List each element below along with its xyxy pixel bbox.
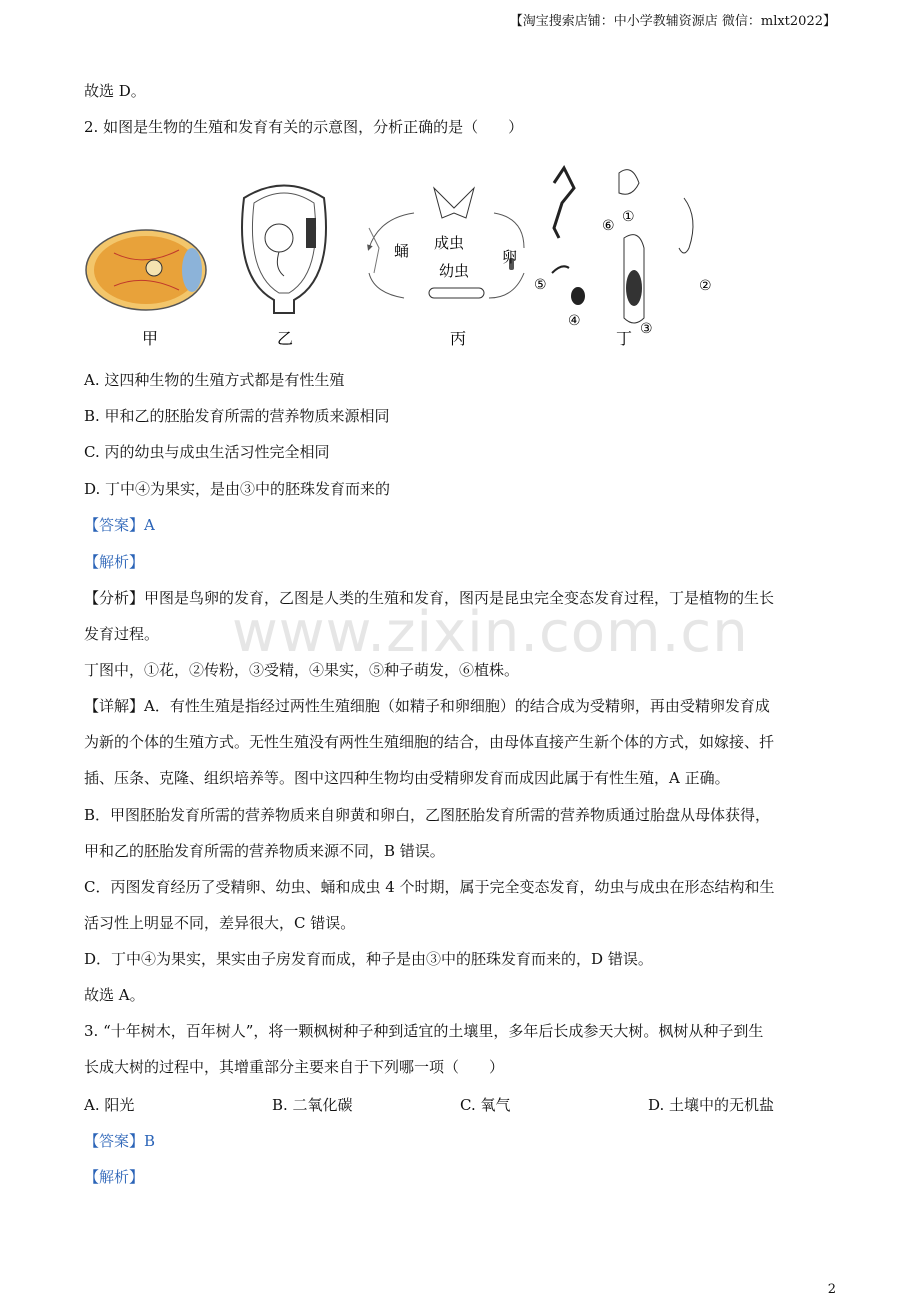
page-number: 2 [827,1282,836,1297]
panel-label-jia: 甲 [142,329,159,348]
analysis-text: 发育过程。 [84,625,160,643]
human-uterus-diagram [242,186,326,314]
q3-option-d: D. 土壤中的无机盐 [648,1096,775,1114]
bird-egg-diagram [86,230,206,310]
option-b: B. 甲和乙的胚胎发育所需的营养物质来源相同 [84,407,390,425]
q3-option-c: C. 氧气 [460,1096,511,1114]
detail-text: 插、压条、克隆、组织培养等。图中这四种生物均由受精卵发育而成因此属于有性生殖，A 正确。 [84,769,730,787]
watermark: www.zixin.com.cn [232,600,749,665]
question-3: 长成大树的过程中，其增重部分主要来自于下列哪一项（ ） [84,1058,505,1076]
analysis-text: 丁图中，①花，②传粉，③受精，④果实，⑤种子萌发，⑥植株。 [84,661,520,679]
page-header: 【淘宝搜索店铺：中小学教辅资源店 微信：mlxt2022】 [509,14,836,29]
panel-label-ding: 丁 [616,329,633,348]
q3-option-b: B. 二氧化碳 [272,1096,353,1114]
q3-option-a: A. 阳光 [84,1096,135,1114]
detail-text: B．甲图胚胎发育所需的营养物质来自卵黄和卵白，乙图胚胎发育所需的营养物质通过胎盘从母体获得， [84,806,771,824]
larva-label: 幼虫 [439,262,470,280]
conclusion-text: 故选 A。 [84,986,145,1004]
detail-text: D．丁中④为果实，果实由子房发育而成，种子是由③中的胚珠发育而来的，D 错误。 [84,950,653,968]
insect-life-cycle-diagram [369,188,524,298]
plant-life-cycle-diagram [534,168,712,337]
pollination-number: ① [622,209,635,225]
plant-number: ⑤ [534,277,547,293]
option-d: D. 丁中④为果实，是由③中的胚珠发育而来的 [84,480,391,498]
egg-label: 卵 [502,248,518,266]
question-2: 2. 如图是生物的生殖和发育有关的示意图，分析正确的是（ ） [84,118,524,136]
panel-label-bing: 丙 [450,329,467,348]
detail-text: 甲和乙的胚胎发育所需的营养物质来源不同，B 错误。 [84,842,445,860]
fertilization-number: ② [699,278,712,294]
option-a: A. 这四种生物的生殖方式都是有性生殖 [84,371,345,389]
question-3: 3. “十年树木，百年树人”，将一颗枫树种子种到适宜的土壤里，多年后长成参天大树。枫树从种子到生 [84,1022,764,1040]
answer-3: 【答案】B [84,1132,156,1150]
detail-text: C．丙图发育经历了受精卵、幼虫、蛹和成虫 4 个时期，属于完全变态发育，幼虫与成虫在形态结构和生 [84,878,775,896]
answer-2: 【答案】A [84,516,155,534]
flower-number: ⑥ [602,218,615,234]
detail-text: 【详解】A．有性生殖是指经过两性生殖细胞（如精子和卵细胞）的结合成为受精卵，再由受精卵发育成 [84,697,770,715]
adult-label: 成虫 [434,234,465,252]
detail-text: 为新的个体的生殖方式。无性生殖没有两性生殖细胞的结合，由母体直接产生新个体的方式，如嫁接、扦 [84,733,775,751]
fruit-number: ③ [640,321,653,337]
panel-label-yi: 乙 [277,329,294,348]
analysis-text: 【分析】甲图是鸟卵的发育，乙图是人类的生殖和发育，图丙是昆虫完全变态发育过程，丁是植物的生长 [84,589,775,607]
text-line: 故选 D。 [84,82,146,100]
detail-text: 活习性上明显不同，差异很大，C 错误。 [84,914,356,932]
analysis-heading-2: 【解析】 [84,553,145,571]
reproduction-figure [84,158,734,358]
pupa-label: 蛹 [394,242,410,260]
germination-number: ④ [568,313,581,329]
option-c: C. 丙的幼虫与成虫生活习性完全相同 [84,443,330,461]
analysis-heading-3: 【解析】 [84,1168,145,1186]
